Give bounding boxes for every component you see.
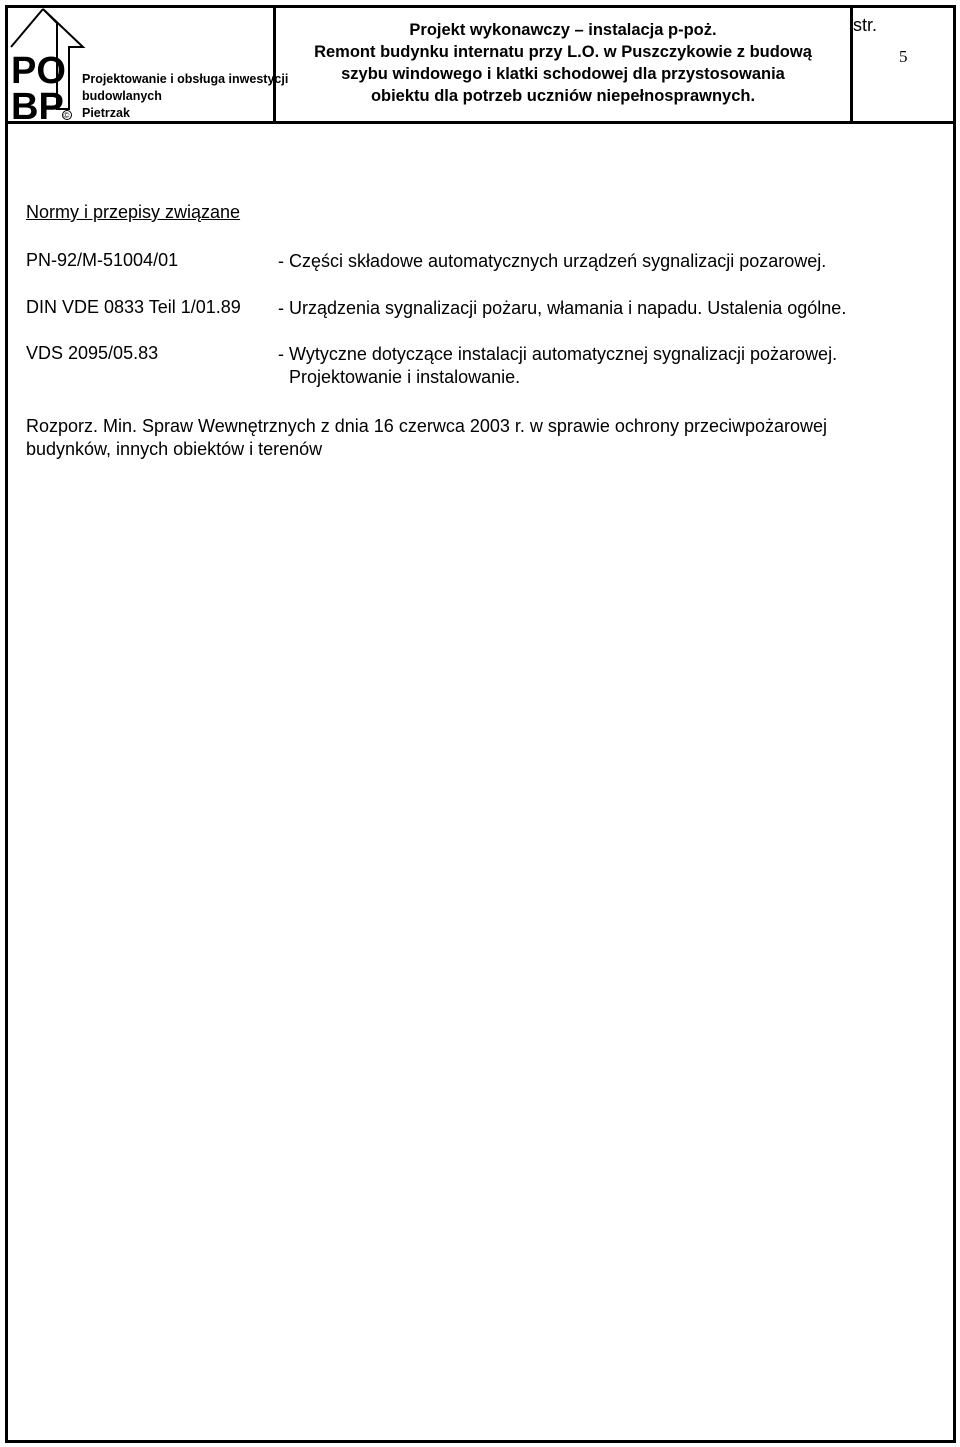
title-line: szybu windowego i klatki schodowej dla przystosowania (341, 65, 785, 83)
norm-description (278, 343, 837, 389)
project-title (276, 19, 850, 107)
norm-description-text: - Urządzenia sygnalizacji pożaru, włamania i napadu. Ustalenia ogólne. (278, 298, 847, 318)
title-line: Projekt wykonawczy – instalacja p-poż. (409, 21, 717, 39)
norm-description-text: - Wytyczne dotyczące instalacji automatycznej sygnalizacji pożarowej. (278, 344, 838, 364)
logo-letters-top: PO (11, 50, 66, 92)
norm-code: PN-92/M-51004/01 (26, 250, 179, 270)
logo-letters-bottom: BP (11, 86, 64, 121)
copyright-mark: © (63, 111, 70, 120)
section-heading: Normy i przepisy związane (26, 202, 241, 222)
document-header (5, 5, 953, 124)
project-title-cell (276, 5, 853, 121)
norm-code: DIN VDE 0833 Teil 1/01.89 (26, 297, 241, 317)
logo-cell (5, 5, 289, 121)
company-line: Pietrzak (82, 106, 130, 120)
norm-code: VDS 2095/05.83 (26, 343, 159, 363)
regulation-line: Rozporz. Min. Spraw Wewnętrznych z dnia 16 czerwca 2003 r. w sprawie ochrony przeciwpożarowej (26, 416, 828, 436)
title-line: Remont budynku internatu przy L.O. w Puszczykowie z budową (314, 43, 812, 61)
company-line: budowlanych (82, 89, 162, 103)
norm-description (278, 250, 826, 273)
page-label: str. (853, 15, 878, 35)
regulation-line: budynków, innych obiektów i terenów (26, 439, 323, 459)
norm-description-text: - Części składowe automatycznych urządzeń sygnalizacji pozarowej. (278, 251, 827, 271)
company-line: Projektowanie i obsługa inwestycji (82, 72, 289, 86)
regulation-reference (26, 415, 827, 461)
norm-description (278, 297, 846, 320)
title-line: obiektu dla potrzeb uczniów niepełnosprawnych. (370, 87, 756, 105)
page-number-cell (853, 5, 953, 121)
page-number: 5 (899, 47, 908, 66)
norm-description-continuation: Projektowanie i instalowanie. (289, 367, 521, 387)
company-name (82, 71, 288, 122)
company-logo (7, 7, 87, 121)
